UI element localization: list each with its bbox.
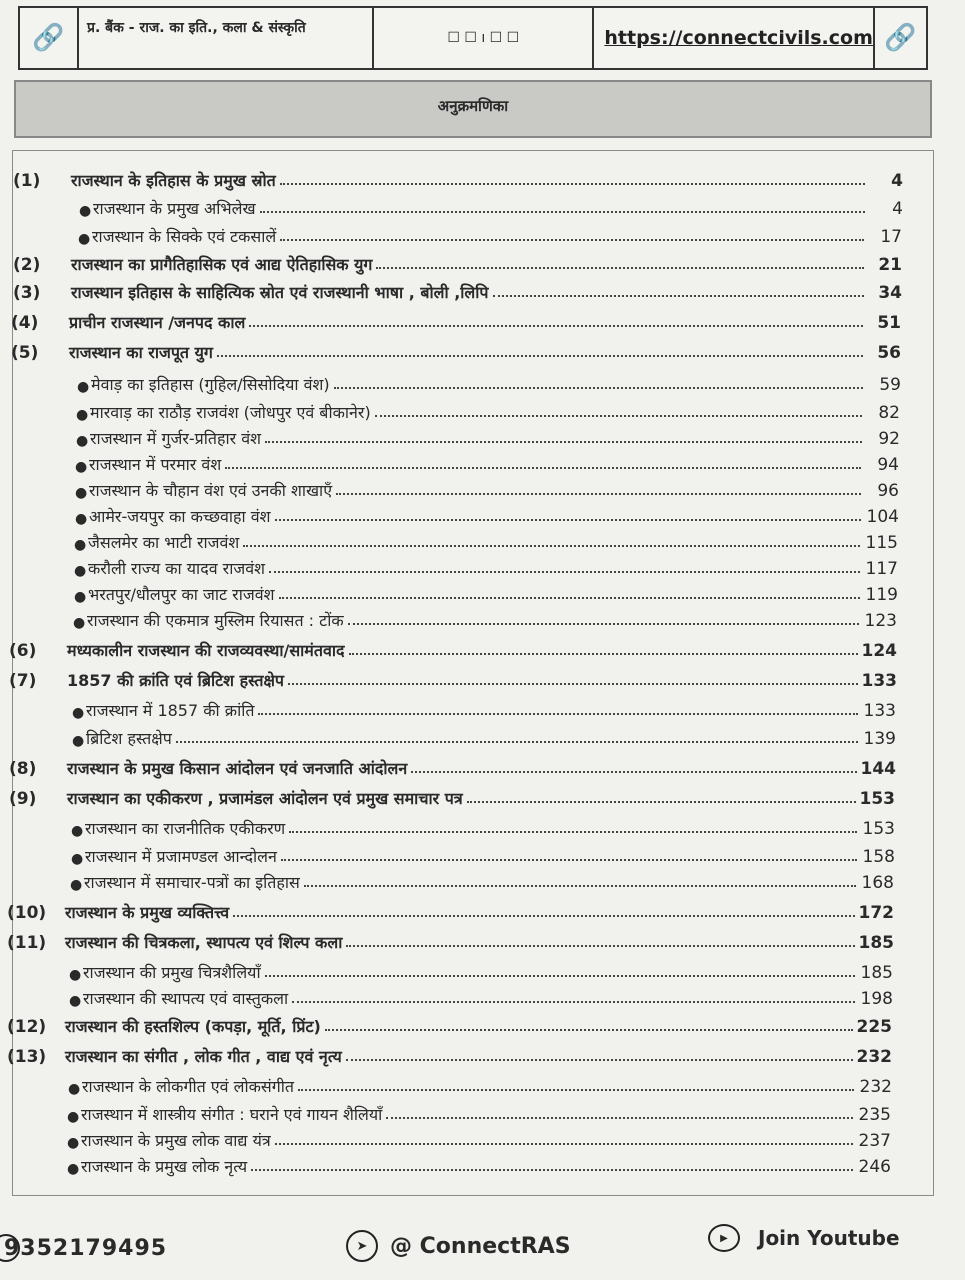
page-number: 235 bbox=[858, 1105, 891, 1125]
bullet-icon: ● bbox=[69, 993, 82, 1009]
page-number: 172 bbox=[858, 903, 894, 923]
dot-leader bbox=[334, 387, 863, 389]
dot-leader bbox=[375, 415, 862, 417]
toc-chapter-row[interactable] bbox=[9, 635, 897, 661]
page-number: 232 bbox=[856, 1047, 892, 1067]
page-number: 96 bbox=[877, 481, 899, 501]
toc-chapter-row[interactable] bbox=[11, 307, 901, 333]
dot-leader bbox=[249, 325, 863, 327]
link-icon: 🔗 bbox=[884, 23, 917, 53]
toc-chapter-row[interactable] bbox=[11, 337, 901, 363]
chapter-number: (10) bbox=[7, 903, 47, 923]
telegram-handle[interactable] bbox=[346, 1230, 571, 1262]
bullet-icon: ● bbox=[71, 851, 84, 867]
page-number: 153 bbox=[862, 819, 895, 839]
chapter-number: (12) bbox=[7, 1017, 47, 1037]
chapter-title: राजस्थान के प्रमुख किसान आंदोलन एवं जनजाति आंदोलन bbox=[67, 759, 408, 778]
checkbox-strip: ☐ ☐ ı ☐ ☐ bbox=[374, 8, 594, 68]
chapter-number: (4) bbox=[11, 313, 39, 333]
subtopic-title: राजस्थान का राजनीतिक एकीकरण bbox=[85, 819, 286, 838]
chapter-number: (5) bbox=[11, 343, 39, 363]
toc-subtopic-row[interactable] bbox=[77, 369, 901, 395]
page-number: 115 bbox=[865, 533, 898, 553]
toc-chapter-row[interactable] bbox=[13, 277, 902, 303]
toc-subtopic-row[interactable] bbox=[69, 983, 893, 1009]
subtopic-title: राजस्थान के सिक्के एवं टकसालें bbox=[92, 227, 277, 246]
chapter-number: (8) bbox=[9, 759, 37, 779]
subtopic-title: राजस्थान में गुर्जर-प्रतिहार वंश bbox=[90, 429, 262, 448]
chapter-title: राजस्थान का संगीत , लोक गीत , वाद्य एवं नृत्य bbox=[65, 1047, 342, 1066]
toc-subtopic-row[interactable] bbox=[72, 723, 896, 749]
bullet-icon: ● bbox=[76, 433, 89, 449]
dot-leader bbox=[225, 467, 861, 469]
subtopic-title: ब्रिटिश हस्तक्षेप bbox=[86, 729, 172, 748]
dot-leader bbox=[275, 519, 861, 521]
toc-subtopic-row[interactable] bbox=[67, 1151, 891, 1177]
youtube-icon: ▶ bbox=[708, 1224, 740, 1252]
toc-chapter-row[interactable] bbox=[7, 1041, 892, 1067]
page-number: 153 bbox=[859, 789, 895, 809]
dot-leader bbox=[260, 211, 865, 213]
chapter-title: राजस्थान के इतिहास के प्रमुख स्रोत bbox=[71, 171, 276, 190]
chapter-title: राजस्थान की चित्रकला, स्थापत्य एवं शिल्प कला bbox=[65, 933, 343, 952]
toc-subtopic-row[interactable] bbox=[69, 957, 893, 983]
page-number: 225 bbox=[856, 1017, 892, 1037]
bullet-icon: ● bbox=[67, 1161, 80, 1177]
dot-leader bbox=[176, 741, 858, 743]
youtube-label: Join Youtube bbox=[758, 1226, 900, 1250]
toc-subtopic-row[interactable] bbox=[67, 1125, 891, 1151]
dot-leader bbox=[376, 267, 864, 269]
subtopic-title: राजस्थान के प्रमुख लोक वाद्य यंत्र bbox=[81, 1131, 271, 1150]
dot-leader bbox=[279, 597, 860, 599]
toc-chapter-row[interactable] bbox=[7, 1011, 892, 1037]
subtopic-title: मारवाड़ का राठौड़ राजवंश (जोधपुर एवं बीकानेर) bbox=[90, 403, 371, 422]
index-title: अनुक्रमणिका bbox=[14, 80, 932, 138]
bullet-icon: ● bbox=[77, 379, 90, 395]
dot-leader bbox=[280, 183, 865, 185]
dot-leader bbox=[288, 683, 857, 685]
page-number: 133 bbox=[861, 671, 897, 691]
toc-subtopic-row[interactable] bbox=[76, 397, 900, 423]
page-number: 144 bbox=[860, 759, 896, 779]
page-number: 124 bbox=[861, 641, 897, 661]
bullet-icon: ● bbox=[74, 537, 87, 553]
dot-leader bbox=[346, 1059, 853, 1061]
page-number: 168 bbox=[861, 873, 894, 893]
subtopic-title: राजस्थान के चौहान वंश एवं उनकी शाखाएँ bbox=[89, 481, 333, 500]
toc-subtopic-row[interactable] bbox=[74, 527, 898, 553]
chapter-number: (6) bbox=[9, 641, 37, 661]
bullet-icon: ● bbox=[75, 511, 88, 527]
subtopic-title: राजस्थान की एकमात्र मुस्लिम रियासत : टोंक bbox=[87, 611, 344, 630]
toc-chapter-row[interactable] bbox=[7, 897, 894, 923]
page-number: 17 bbox=[880, 227, 902, 247]
dot-leader bbox=[275, 1143, 853, 1145]
dot-leader bbox=[349, 653, 858, 655]
chapter-title: 1857 की क्रांति एवं ब्रिटिश हस्तक्षेप bbox=[67, 671, 285, 690]
book-title: प्र. बैंक - राज. का इति., कला & संस्कृति bbox=[79, 8, 374, 68]
chapter-number: (3) bbox=[13, 283, 41, 303]
subtopic-title: राजस्थान की प्रमुख चित्रशैलियाँ bbox=[83, 963, 261, 982]
toc-frame bbox=[7, 150, 934, 1196]
subtopic-title: राजस्थान में प्रजामण्डल आन्दोलन bbox=[85, 847, 277, 866]
page-number: 133 bbox=[863, 701, 896, 721]
page-number: 123 bbox=[864, 611, 897, 631]
telegram-icon: ➤ bbox=[346, 1230, 378, 1262]
page-number: 139 bbox=[863, 729, 896, 749]
website-link[interactable]: https://connectcivils.com bbox=[594, 8, 875, 68]
page-number: 94 bbox=[877, 455, 899, 475]
chapter-title: प्राचीन राजस्थान /जनपद काल bbox=[69, 313, 246, 332]
youtube-link[interactable] bbox=[708, 1224, 900, 1252]
dot-leader bbox=[493, 295, 864, 297]
page-number: 92 bbox=[878, 429, 900, 449]
dot-leader bbox=[251, 1169, 853, 1171]
dot-leader bbox=[243, 545, 860, 547]
toc-subtopic-row[interactable] bbox=[75, 475, 899, 501]
chapter-title: राजस्थान इतिहास के साहित्यिक स्रोत एवं राजस्थानी भाषा , बोली ,लिपि bbox=[71, 283, 489, 302]
subtopic-title: आमेर-जयपुर का कच्छवाहा वंश bbox=[89, 507, 271, 526]
toc-subtopic-row[interactable] bbox=[75, 449, 899, 475]
subtopic-title: राजस्थान में परमार वंश bbox=[89, 455, 222, 474]
footer bbox=[0, 1218, 965, 1268]
chapter-number: (11) bbox=[7, 933, 47, 953]
chapter-number: (2) bbox=[13, 255, 41, 275]
telegram-label: @ ConnectRAS bbox=[390, 1233, 571, 1259]
dot-leader bbox=[304, 885, 856, 887]
dot-leader bbox=[233, 915, 854, 917]
dot-leader bbox=[265, 441, 862, 443]
toc-subtopic-row[interactable] bbox=[71, 813, 895, 839]
page-number: 4 bbox=[891, 171, 903, 191]
page-number: 185 bbox=[858, 933, 894, 953]
subtopic-title: जैसलमेर का भाटी राजवंश bbox=[88, 533, 240, 552]
chapter-title: राजस्थान का राजपूत युग bbox=[69, 343, 213, 362]
subtopic-title: राजस्थान में शास्त्रीय संगीत : घराने एवं गायन शैलियाँ bbox=[81, 1105, 383, 1124]
page-number: 198 bbox=[860, 989, 893, 1009]
subtopic-title: राजस्थान में समाचार-पत्रों का इतिहास bbox=[84, 873, 300, 892]
page-number: 56 bbox=[877, 343, 901, 363]
toc-subtopic-row[interactable] bbox=[78, 221, 902, 247]
link-icon: 🔗 bbox=[20, 8, 79, 68]
toc-subtopic-row[interactable] bbox=[76, 423, 900, 449]
page-number: 117 bbox=[865, 559, 898, 579]
chapter-title: राजस्थान की हस्तशिल्प (कपड़ा, मूर्ति, प्रिंट) bbox=[65, 1017, 321, 1036]
subtopic-title: राजस्थान के लोकगीत एवं लोकसंगीत bbox=[82, 1077, 295, 1096]
page-number: 34 bbox=[878, 283, 902, 303]
dot-leader bbox=[265, 975, 855, 977]
dot-leader bbox=[281, 859, 857, 861]
bullet-icon: ● bbox=[78, 231, 91, 247]
toc-subtopic-row[interactable] bbox=[75, 501, 899, 527]
bullet-icon: ● bbox=[70, 877, 83, 893]
page-number: 237 bbox=[858, 1131, 891, 1151]
toc-chapter-row[interactable] bbox=[9, 753, 896, 779]
toc-subtopic-row[interactable] bbox=[74, 553, 898, 579]
chapter-number: (9) bbox=[9, 789, 37, 809]
bullet-icon: ● bbox=[74, 589, 87, 605]
toc-subtopic-row[interactable] bbox=[68, 1071, 892, 1097]
dot-leader bbox=[346, 945, 854, 947]
toc-chapter-row[interactable] bbox=[9, 665, 897, 691]
dot-leader bbox=[280, 239, 864, 241]
bullet-icon: ● bbox=[67, 1109, 80, 1125]
bullet-icon: ● bbox=[72, 705, 85, 721]
bullet-icon: ● bbox=[73, 615, 86, 631]
bullet-icon: ● bbox=[76, 407, 89, 423]
dot-leader bbox=[258, 713, 858, 715]
subtopic-title: राजस्थान की स्थापत्य एवं वास्तुकला bbox=[83, 989, 289, 1008]
chapter-title: राजस्थान का एकीकरण , प्रजामंडल आंदोलन एवं प्रमुख समाचार पत्र bbox=[67, 789, 463, 808]
page-number: 21 bbox=[878, 255, 902, 275]
toc-subtopic-row[interactable] bbox=[79, 193, 903, 219]
dot-leader bbox=[298, 1089, 854, 1091]
bullet-icon: ● bbox=[71, 823, 84, 839]
dot-leader bbox=[325, 1029, 853, 1031]
dot-leader bbox=[467, 801, 856, 803]
chapter-title: मध्यकालीन राजस्थान की राजव्यवस्था/सामंतवाद bbox=[67, 641, 345, 660]
phone-number: 9352179495 bbox=[4, 1236, 168, 1261]
toc-subtopic-row[interactable] bbox=[72, 695, 896, 721]
subtopic-title: राजस्थान के प्रमुख अभिलेख bbox=[93, 199, 256, 218]
toc-chapter-row[interactable] bbox=[13, 249, 902, 275]
toc-subtopic-row[interactable] bbox=[67, 1099, 891, 1125]
chapter-title: राजस्थान के प्रमुख व्यक्तित्त्व bbox=[65, 903, 230, 922]
page-number: 232 bbox=[859, 1077, 892, 1097]
page-number: 119 bbox=[865, 585, 898, 605]
page-number: 51 bbox=[877, 313, 901, 333]
header-bar bbox=[18, 6, 928, 70]
subtopic-title: राजस्थान में 1857 की क्रांति bbox=[86, 701, 255, 720]
page-number: 104 bbox=[866, 507, 899, 527]
page-number: 82 bbox=[878, 403, 900, 423]
dot-leader bbox=[217, 355, 863, 357]
toc-subtopic-row[interactable] bbox=[70, 867, 894, 893]
bullet-icon: ● bbox=[75, 485, 88, 501]
dot-leader bbox=[292, 1001, 855, 1003]
page-number: 59 bbox=[879, 375, 901, 395]
dot-leader bbox=[348, 623, 859, 625]
bullet-icon: ● bbox=[67, 1135, 80, 1151]
bullet-icon: ● bbox=[79, 203, 92, 219]
page-number: 185 bbox=[860, 963, 893, 983]
subtopic-title: राजस्थान के प्रमुख लोक नृत्य bbox=[81, 1157, 248, 1176]
chapter-number: (7) bbox=[9, 671, 37, 691]
bullet-icon: ● bbox=[74, 563, 87, 579]
dot-leader bbox=[386, 1117, 853, 1119]
bullet-icon: ● bbox=[72, 733, 85, 749]
toc-chapter-row[interactable] bbox=[7, 927, 894, 953]
bullet-icon: ● bbox=[68, 1081, 81, 1097]
dot-leader bbox=[336, 493, 861, 495]
chapter-number: (1) bbox=[13, 171, 41, 191]
subtopic-title: भरतपुर/धौलपुर का जाट राजवंश bbox=[88, 585, 275, 604]
chapter-title: राजस्थान का प्रागैतिहासिक एवं आद्य ऐतिहासिक युग bbox=[71, 255, 373, 274]
toc-subtopic-row[interactable] bbox=[71, 841, 895, 867]
dot-leader bbox=[289, 831, 857, 833]
page-number: 246 bbox=[858, 1157, 891, 1177]
bullet-icon: ● bbox=[75, 459, 88, 475]
dot-leader bbox=[269, 571, 860, 573]
chapter-number: (13) bbox=[7, 1047, 47, 1067]
page-number: 4 bbox=[892, 199, 903, 219]
toc-chapter-row[interactable] bbox=[9, 783, 895, 809]
toc-chapter-row[interactable] bbox=[13, 165, 903, 191]
subtopic-title: मेवाड़ का इतिहास (गुहिल/सिसोदिया वंश) bbox=[91, 375, 330, 394]
page-number: 158 bbox=[862, 847, 895, 867]
bullet-icon: ● bbox=[69, 967, 82, 983]
toc-subtopic-row[interactable] bbox=[73, 605, 897, 631]
dot-leader bbox=[411, 771, 856, 773]
subtopic-title: करौली राज्य का यादव राजवंश bbox=[88, 559, 266, 578]
toc-subtopic-row[interactable] bbox=[74, 579, 898, 605]
